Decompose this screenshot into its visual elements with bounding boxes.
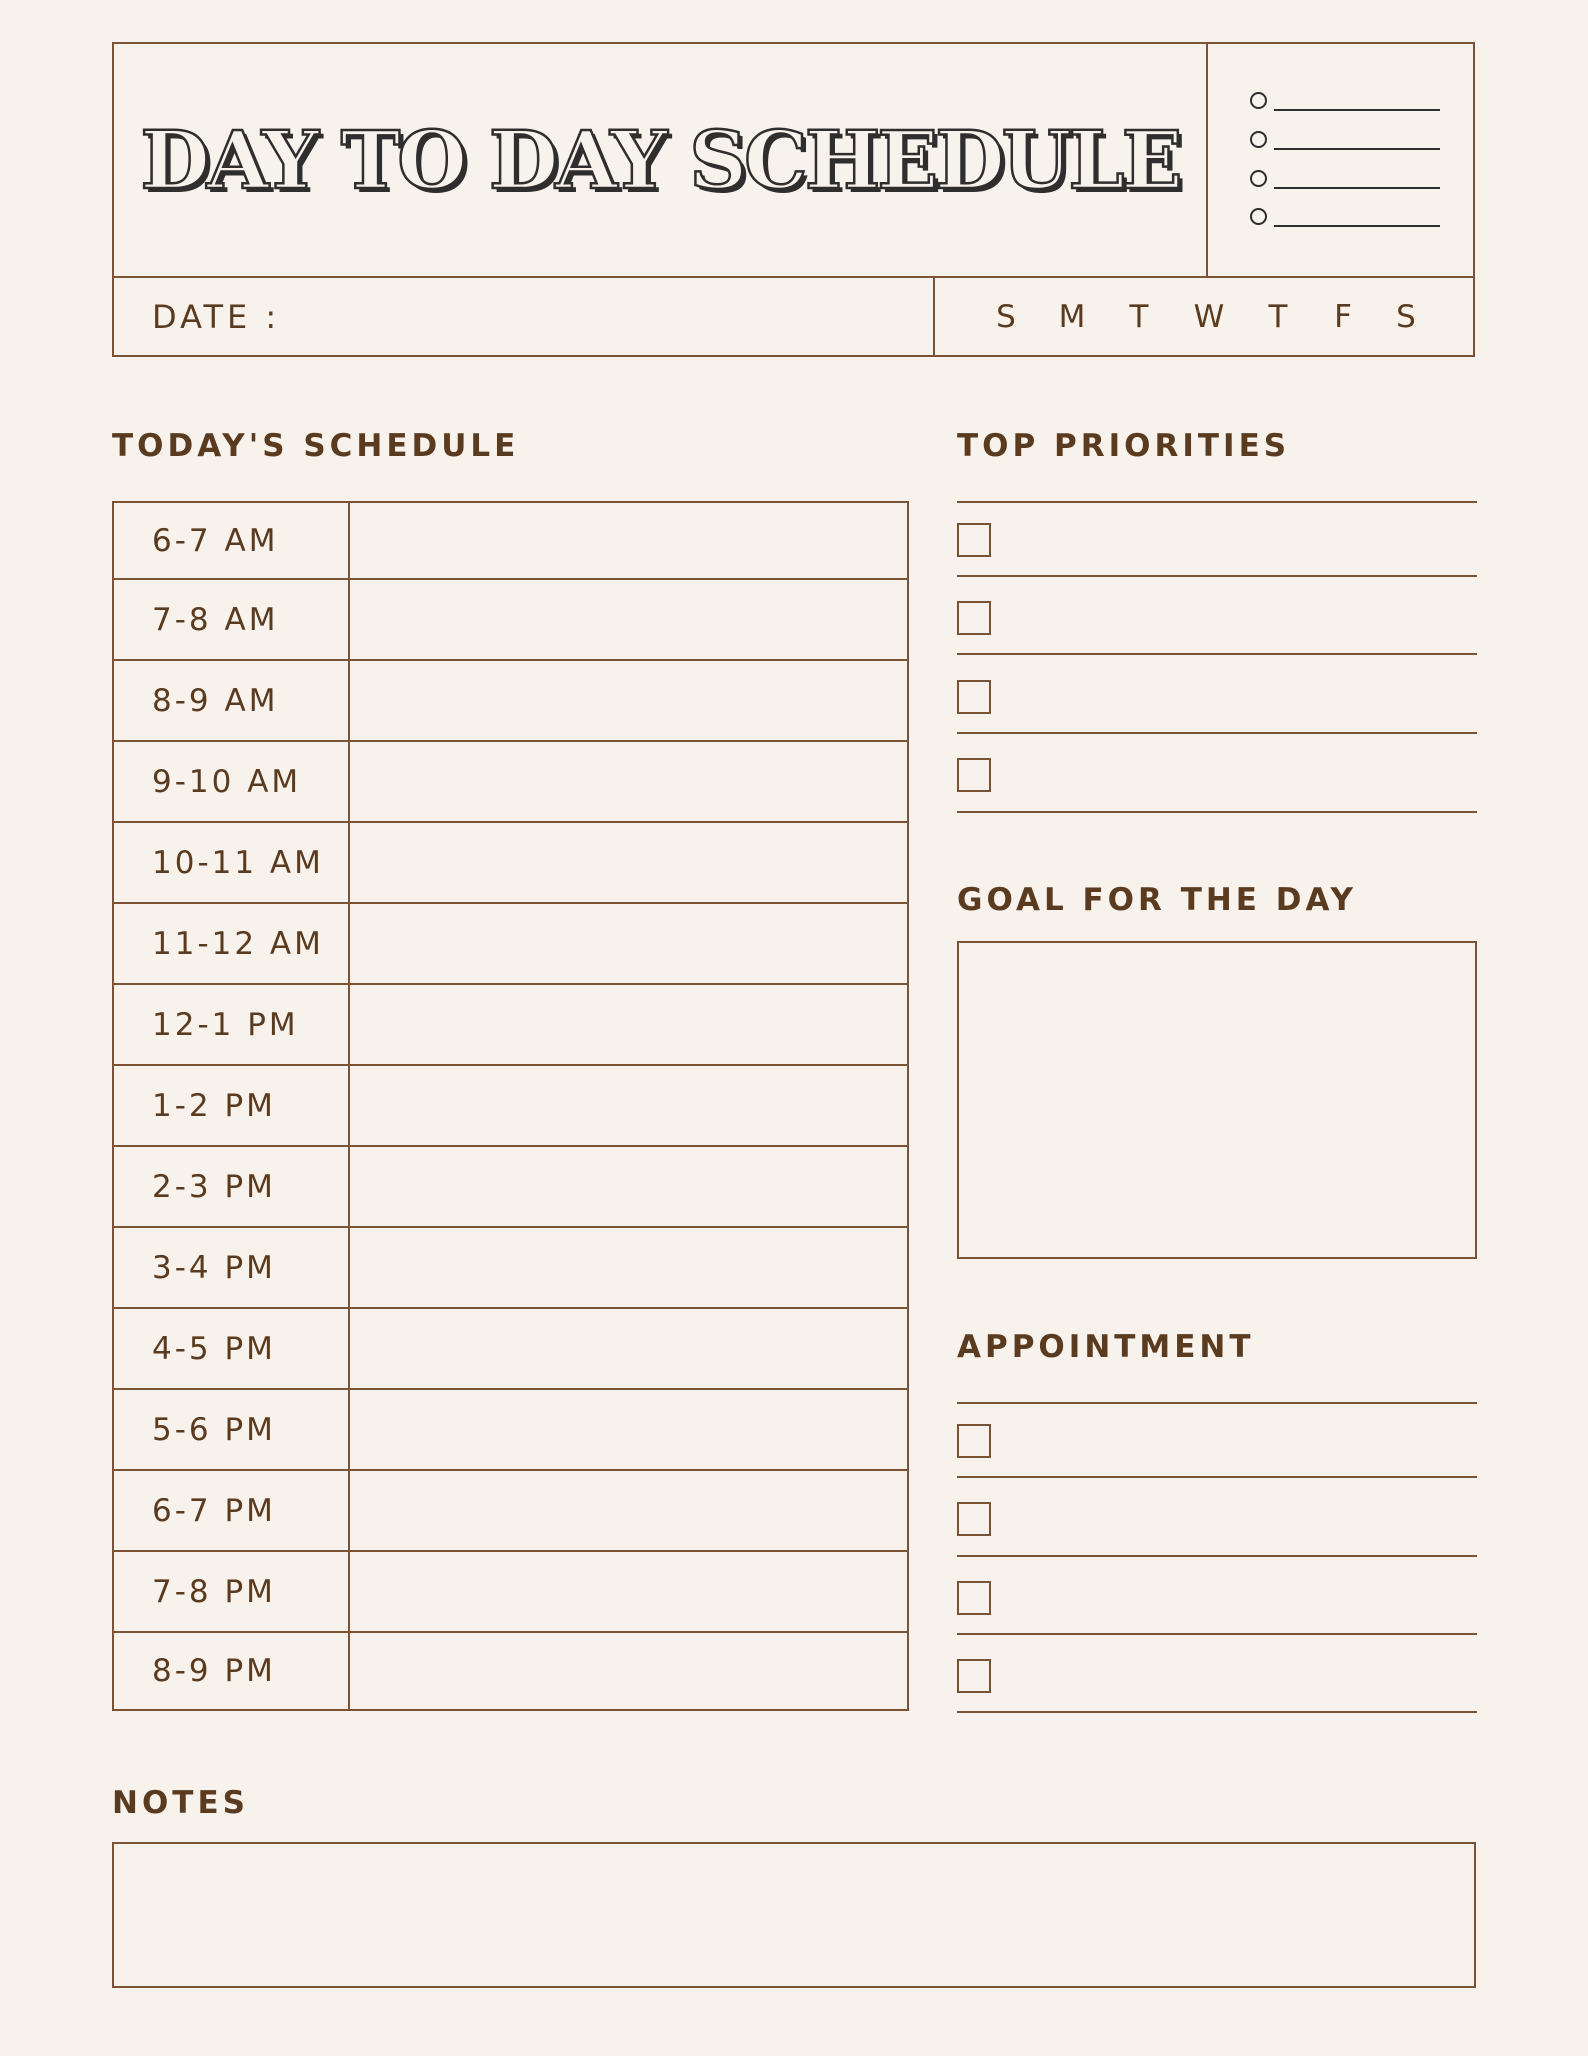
priority-line[interactable]: [957, 811, 1477, 813]
schedule-entry-field[interactable]: [350, 1309, 907, 1388]
schedule-entry-field[interactable]: [350, 742, 907, 821]
appointment-line[interactable]: [957, 1555, 1477, 1557]
table-row: [114, 742, 907, 823]
time-slot-label: 6-7 AM: [114, 503, 350, 578]
table-row: [114, 1228, 907, 1309]
time-slot-label: 1-2 PM: [114, 1066, 350, 1145]
header-box: [112, 42, 1475, 357]
circle-icon: [1250, 170, 1267, 187]
page-title: DAY TO DAY SCHEDULE: [140, 113, 1180, 207]
bullet-line: [1274, 225, 1440, 227]
schedule-heading: TODAY'S SCHEDULE: [112, 428, 520, 464]
table-row: [114, 1066, 907, 1147]
bullet-list: [1208, 44, 1473, 276]
date-row: [114, 276, 1473, 355]
weekday-selector: [933, 278, 1473, 355]
priority-checkbox[interactable]: [957, 523, 991, 557]
table-row: [114, 904, 907, 985]
bullet-line: [1274, 187, 1440, 189]
table-row: [114, 1471, 907, 1552]
bullet-item[interactable]: [1250, 168, 1440, 190]
table-row: [114, 823, 907, 904]
priority-checkbox[interactable]: [957, 601, 991, 635]
time-slot-label: 4-5 PM: [114, 1309, 350, 1388]
bullet-item[interactable]: [1250, 90, 1440, 112]
notes-input-box[interactable]: [112, 1842, 1476, 1988]
circle-icon: [1250, 92, 1267, 109]
table-row: [114, 580, 907, 661]
appointment-line: [957, 1402, 1477, 1404]
schedule-entry-field[interactable]: [350, 1552, 907, 1631]
schedule-entry-field[interactable]: [350, 904, 907, 983]
day-monday[interactable]: M: [1058, 298, 1086, 335]
priority-line[interactable]: [957, 732, 1477, 734]
appointment-line[interactable]: [957, 1476, 1477, 1478]
time-slot-label: 8-9 AM: [114, 661, 350, 740]
day-thursday[interactable]: T: [1268, 298, 1288, 335]
schedule-entry-field[interactable]: [350, 661, 907, 740]
time-slot-label: 6-7 PM: [114, 1471, 350, 1550]
schedule-entry-field[interactable]: [350, 1471, 907, 1550]
title-area: [114, 44, 1208, 276]
table-row: [114, 1633, 907, 1709]
schedule-entry-field[interactable]: [350, 823, 907, 902]
bullet-item[interactable]: [1250, 206, 1440, 228]
time-slot-label: 8-9 PM: [114, 1633, 350, 1709]
appointment-checkbox[interactable]: [957, 1502, 991, 1536]
goal-heading: GOAL FOR THE DAY: [957, 882, 1357, 918]
table-row: [114, 503, 907, 580]
priority-checkbox[interactable]: [957, 680, 991, 714]
appointment-heading: APPOINTMENT: [957, 1329, 1255, 1365]
priority-line[interactable]: [957, 653, 1477, 655]
table-row: [114, 1147, 907, 1228]
table-row: [114, 1552, 907, 1633]
priorities-heading: TOP PRIORITIES: [957, 428, 1291, 464]
schedule-entry-field[interactable]: [350, 1633, 907, 1709]
priority-line: [957, 501, 1477, 503]
bullet-line: [1274, 148, 1440, 150]
day-friday[interactable]: F: [1334, 298, 1352, 335]
schedule-entry-field[interactable]: [350, 1066, 907, 1145]
circle-icon: [1250, 208, 1267, 225]
table-row: [114, 1309, 907, 1390]
schedule-entry-field[interactable]: [350, 1228, 907, 1307]
appointment-checkbox[interactable]: [957, 1424, 991, 1458]
day-tuesday[interactable]: T: [1129, 298, 1149, 335]
time-slot-label: 10-11 AM: [114, 823, 350, 902]
priority-checkbox[interactable]: [957, 758, 991, 792]
time-slot-label: 3-4 PM: [114, 1228, 350, 1307]
appointment-checkbox[interactable]: [957, 1659, 991, 1693]
date-label: DATE :: [152, 297, 281, 336]
priority-line[interactable]: [957, 575, 1477, 577]
schedule-entry-field[interactable]: [350, 1147, 907, 1226]
day-wednesday[interactable]: W: [1193, 298, 1225, 335]
schedule-table: [112, 501, 909, 1711]
goal-input-box[interactable]: [957, 941, 1477, 1259]
bullet-item[interactable]: [1250, 129, 1440, 151]
table-row: [114, 661, 907, 742]
appointment-line[interactable]: [957, 1633, 1477, 1635]
appointment-checkbox[interactable]: [957, 1581, 991, 1615]
time-slot-label: 12-1 PM: [114, 985, 350, 1064]
table-row: [114, 985, 907, 1066]
table-row: [114, 1390, 907, 1471]
time-slot-label: 2-3 PM: [114, 1147, 350, 1226]
time-slot-label: 7-8 AM: [114, 580, 350, 659]
time-slot-label: 11-12 AM: [114, 904, 350, 983]
time-slot-label: 9-10 AM: [114, 742, 350, 821]
appointment-line[interactable]: [957, 1711, 1477, 1713]
schedule-entry-field[interactable]: [350, 985, 907, 1064]
schedule-entry-field[interactable]: [350, 1390, 907, 1469]
schedule-entry-field[interactable]: [350, 503, 907, 578]
day-sunday[interactable]: S: [996, 298, 1016, 335]
notes-heading: NOTES: [112, 1785, 249, 1821]
schedule-entry-field[interactable]: [350, 580, 907, 659]
day-saturday[interactable]: S: [1396, 298, 1416, 335]
time-slot-label: 7-8 PM: [114, 1552, 350, 1631]
time-slot-label: 5-6 PM: [114, 1390, 350, 1469]
bullet-line: [1274, 109, 1440, 111]
circle-icon: [1250, 131, 1267, 148]
